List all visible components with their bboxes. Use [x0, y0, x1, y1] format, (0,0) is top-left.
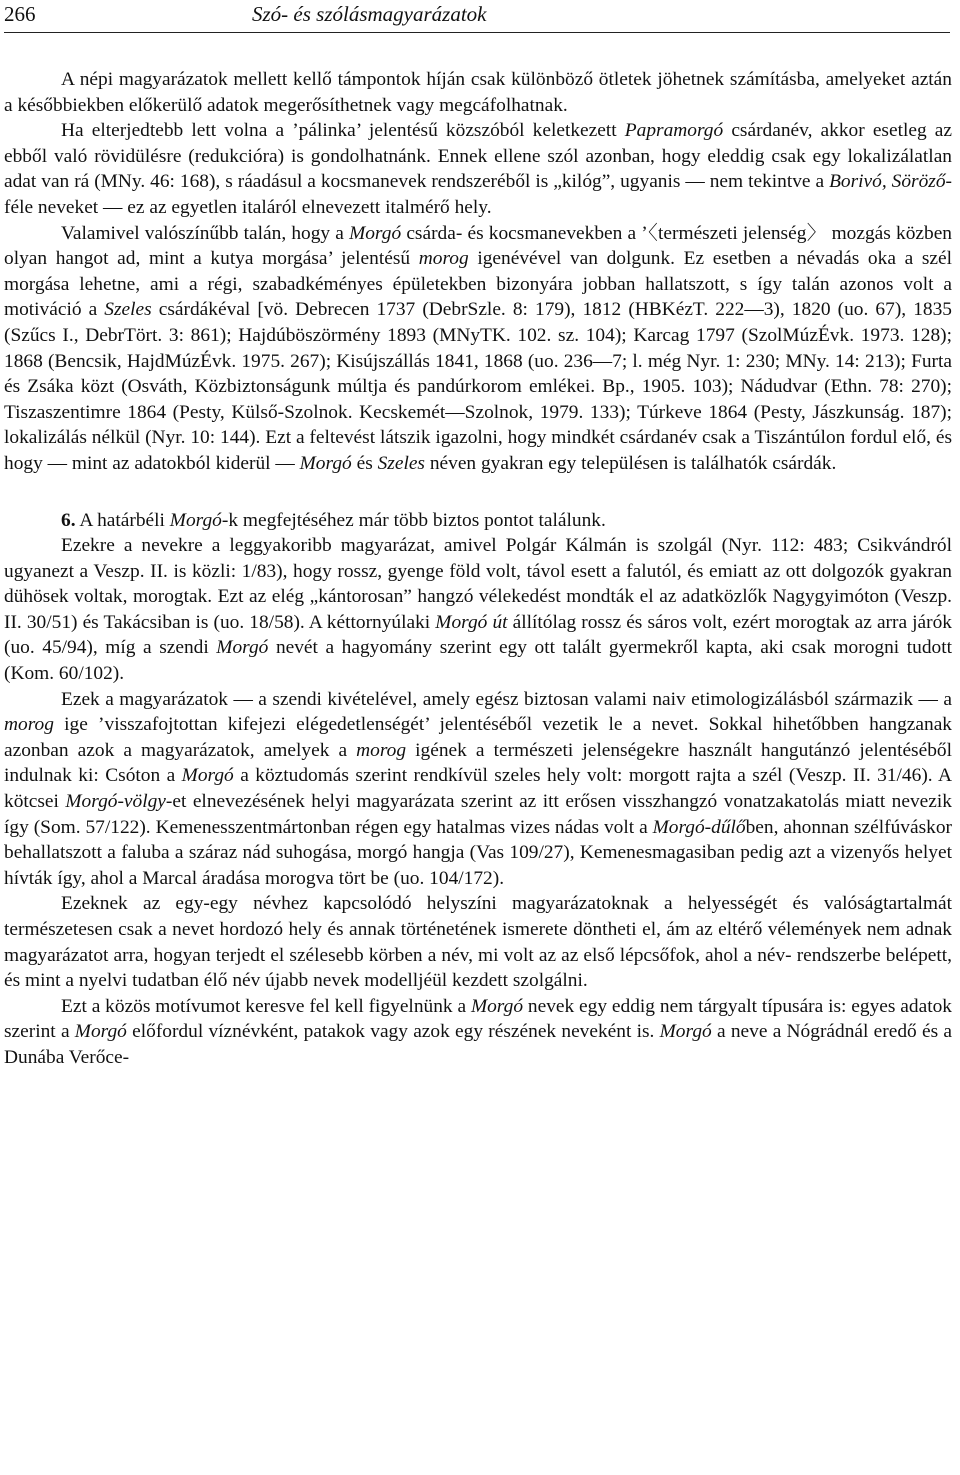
- text-run: a neve a Nógrádnál eredő és a Dunába Verőce-: [4, 1021, 952, 1068]
- italic-term: Szeles: [377, 452, 425, 474]
- italic-term: Morgó: [299, 452, 352, 474]
- running-title: Szó- és szólásmagyarázatok: [252, 2, 487, 26]
- paragraph: [4, 508, 952, 534]
- text-run: -et elnevezésének helyi magyarázata szerint az itt erősen visszhangzó vonatzakatolás miatt nevezik így (Som. 57/122). Kemenesszentmártonban régen egy hatalmas vizes nádas volt a: [4, 791, 952, 838]
- paragraph: [4, 891, 952, 993]
- text-run: Ha elterjedtebb lett volna a ’pálinka’ jelentésű közszóból keletkezett: [61, 120, 625, 142]
- text-run: nevét a hagyomány szerint egy ott talált gyermekről kapta, aki csak morogni tudott (Kom. 60/102).: [4, 637, 952, 685]
- italic-term: Morgó: [470, 995, 524, 1017]
- text-run: A népi magyarázatok mellett kellő támpontok híján csak különböző ötletek jöhetnek számításba, amelyeket aztán a későbbiekben előkerülő adatok megerősíthetnek vagy megcáfolhatnak.: [4, 69, 952, 116]
- page-header: [4, 0, 950, 33]
- text-run: Ezt a közös motívumot keresve fel kell figyelnünk a: [61, 995, 471, 1017]
- italic-term: Szeles: [104, 299, 152, 321]
- text-run: csárda- és kocsmanevekben a ’〈természeti jelenség〉 mozgás közben olyan hangot ad, mint a kutya morgása’ jelentésű: [4, 222, 952, 270]
- italic-term: Morgó-dűlő: [652, 816, 746, 838]
- text-run: előfordul víznévként, patakok vagy azok egy részének neveként is.: [126, 1021, 660, 1043]
- text-run: igének a természeti jelenségekre használt hangutánzó jelentéséből indulnak ki: Csóton a: [4, 739, 952, 787]
- italic-term: Morgó: [216, 637, 269, 659]
- text-run: Ezek a magyarázatok — a szendi kivételével, amely egész biztosan valami naiv etimologizálásból származik — a: [61, 688, 952, 710]
- italic-term: Morgó: [169, 509, 222, 531]
- text-run: ige ’visszafojtottan kifejezi elégedetlenségét’ jelentéséből vezetik le a nevet. Sokkal hihetőbben hangzanak azonban azok a magyarázatok, amelyek a: [4, 714, 952, 761]
- italic-term: Morgó: [659, 1021, 712, 1043]
- italic-term: Morgó: [181, 765, 234, 787]
- page-number: 266: [4, 2, 36, 26]
- paragraph: [4, 118, 952, 220]
- text-run: A határbéli: [75, 509, 170, 531]
- text-run: Valamivel valószínűbb talán, hogy a: [61, 222, 350, 244]
- italic-term: Morgó-völgy: [65, 791, 166, 813]
- paragraph: [4, 221, 952, 477]
- text-run: Ezekre a nevekre a leggyakoribb magyarázat, amivel Polgár Kálmán is szolgál (Nyr. 112: 483; Csikvándról ugyanezt a Veszp. II. is közli: 1/83), hogy rossz, gyenge föld volt, távol esett a falutól, és emiatt az ott dolgozók gyakran dühösek voltak, morogtak. Ezt az elég „kántorosan” hangzó vélekedést mondták el az adatközlők Nagygyimóton (Veszp. II. 30/51) és Takácsiban is (uo. 18/58). A kéttornyúlaki: [4, 535, 952, 633]
- text-run: néven gyakran egy településen is találhatók csárdák.: [424, 452, 837, 474]
- text-run: állítólag rossz és sáros volt, ezért morogtak az arra járók (uo. 45/94), míg a szendi: [4, 611, 953, 659]
- italic-term: Morgó út: [435, 611, 508, 633]
- paragraph: [4, 67, 952, 118]
- text-run: és: [351, 452, 378, 474]
- italic-term: morog: [4, 714, 54, 736]
- text-run: csárdákéval [vö. Debrecen 1737 (DebrSzle. 8: 179), 1812 (HBKézT. 222—3), 1820 (uo. 67), 1835 (Szűcs I., DebrTört. 3: 861); Hajdúböszörmény 1893 (MNyTK. 102. sz. 104); Karcag 1797 (SzolMúzÉvk. 1973. 128); 1868 (Bencsik, HajdMúzÉvk. 1975. 267); Kisújszállás 1841, 1868 (uo. 236—7; l. még Nyr. 1: 230; MNy. 14: 213); Furta és Zsáka közt (Osváth, Közbiztonságunk múltja és pandúrkorom emlékei. Bp., 1905. 103); Nádudvar (Ethn. 78: 270); Tiszaszentimre 1864 (Pesty, Külső-Szolnok. Kecskemét—Szolnok, 1979. 133); Túrkeve 1864 (Pesty, Jászkunság. 187); lokalizálás nélkül (Nyr. 10: 144). Ezt a feltevést látszik igazolni, hogy mindkét csárdanév csak a Tiszántúlon fordul elő, és hogy — mint az adatokból kiderül —: [4, 299, 952, 474]
- text-run: ben, ahonnan szélfúváskor behallatszott a faluba a száraz nád suhogása, morgó hangja (Vas 109/27), Kemenesmagasiban pedig azt a vizenyős helyet hívták így, ahol a Marcal áradása morogva tört be (uo. 104/172).: [4, 816, 952, 889]
- italic-term: Morgó: [349, 222, 402, 244]
- italic-term: Morgó: [74, 1021, 127, 1043]
- body-text: [4, 67, 952, 1071]
- text-run: csárdanév, akkor esetleg az ebből való rövidülésre (redukcióra) is gondolhatnánk. Ennek ellene szól azonban, hogy eleddig csak egy lokalizálatlan adat van rá (MNy. 46: 168), s ráadásul a kocsmanevek rendszeréből is „kilóg”, ugyanis — nem tekintve a: [4, 120, 952, 193]
- section-number: 6.: [61, 509, 76, 531]
- italic-term: morog: [418, 248, 469, 270]
- italic-term: morog: [356, 739, 407, 761]
- paragraph: [4, 994, 952, 1071]
- text-run: a köztudomás szerint rendkívül szeles hely volt: morgott rajta a szél (Veszp. II. 31/46). A kötcsei: [4, 765, 952, 813]
- text-run: nevek egy eddig nem tárgyalt típusára is: egyes adatok szerint a: [4, 995, 952, 1043]
- italic-term: Papramorgó: [624, 120, 724, 142]
- text-run: igenévével van dolgunk. Ez esetben a névadás oka a szél morgása lehetne, ami a régi, szabadkéményes épületekben bizonyára jobban hallatszott, s így talán azonos volt a motiváció a: [4, 248, 952, 321]
- text-run: -féle neveket — ez az egyetlen italáról elnevezett italmérő hely.: [4, 171, 952, 218]
- paragraph: [4, 533, 952, 687]
- text-run: Ezeknek az egy-egy névhez kapcsolódó helyszíni magyarázatoknak a helyességét és valóságtartalmát természetesen csak a nevet hordozó hely és annak történetének ismerete döntheti el, ám az eltérő vélemények nem adnak magyarázatot arra, hogyan terjedt el szélesebb körben a név, mi volt az az első lépcsőfok, ahol a név- rendszerbe belépett, és mint a nyelvi tudatban élő név újabb nevek modelljéül kezdett szolgálni.: [4, 893, 952, 992]
- italic-term: Borivó, Söröző: [829, 171, 946, 193]
- text-run: -k megfejtéséhez már több biztos pontot találunk.: [221, 509, 606, 531]
- paragraph: [4, 687, 952, 892]
